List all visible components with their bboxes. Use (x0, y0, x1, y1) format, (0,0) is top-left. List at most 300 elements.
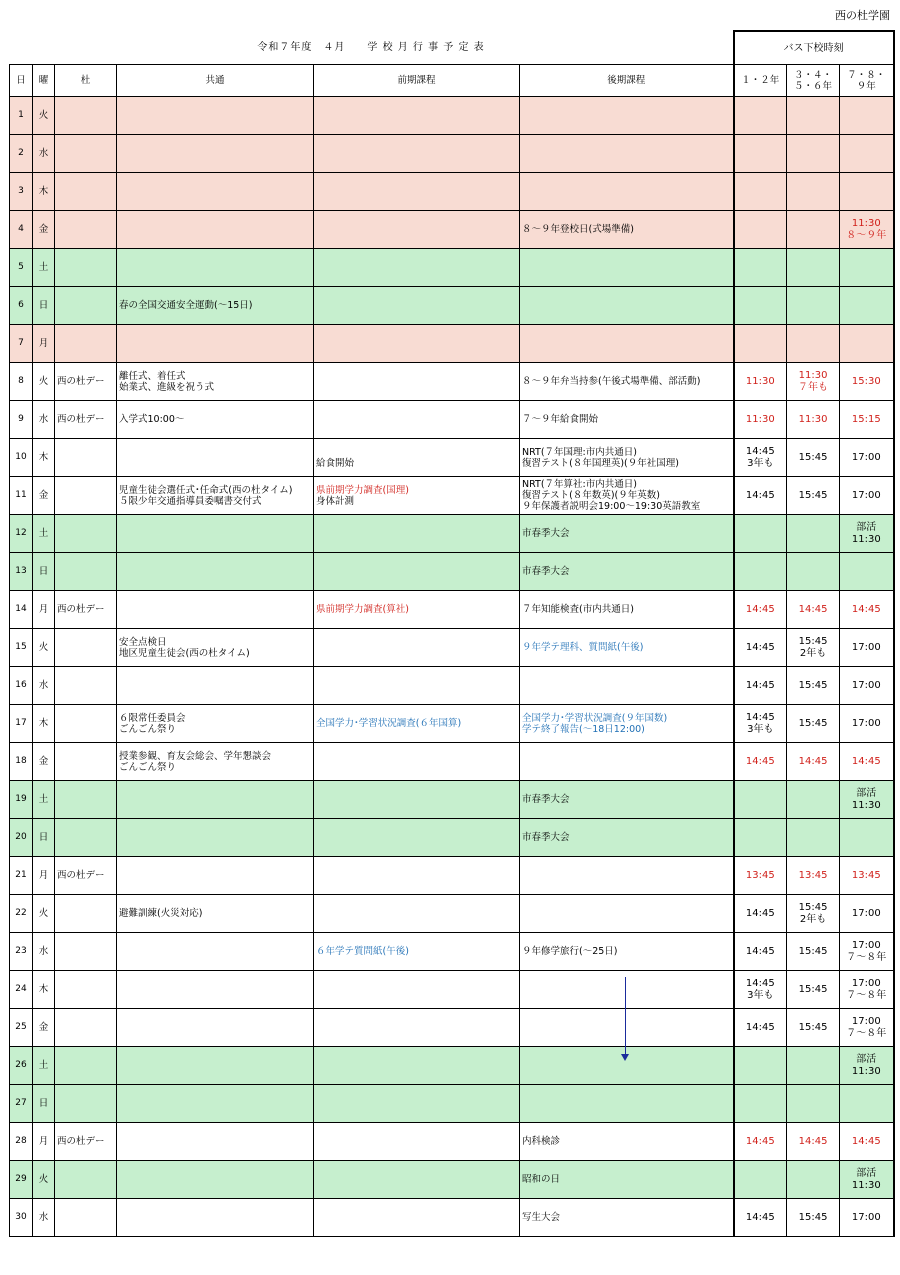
bus-time-7-9: 17:00 ７～８年 (840, 933, 894, 971)
day-cell: 28 (10, 1123, 33, 1161)
bus-time-7-9 (840, 819, 894, 857)
late-cell: ７～９年給食開始 (520, 401, 734, 439)
common-cell (117, 591, 314, 629)
day-cell: 9 (10, 401, 33, 439)
bus-time-3-6: 15:45 (787, 933, 840, 971)
bus-time-1-2 (734, 211, 787, 249)
day-cell: 7 (10, 325, 33, 363)
weekday-cell: 水 (33, 667, 55, 705)
weekday-cell: 木 (33, 705, 55, 743)
bus-time-7-9: 17:00 (840, 667, 894, 705)
weekday-cell: 火 (33, 1161, 55, 1199)
day-cell: 13 (10, 553, 33, 591)
common-cell (117, 515, 314, 553)
bus-time-3-6 (787, 211, 840, 249)
common-cell (117, 553, 314, 591)
early-cell (314, 211, 520, 249)
bus-time-7-9: 17:00 (840, 895, 894, 933)
late-cell (520, 325, 734, 363)
schedule-row (10, 97, 894, 135)
common-cell (117, 819, 314, 857)
early-cell (314, 895, 520, 933)
day-cell: 21 (10, 857, 33, 895)
weekday-cell: 土 (33, 515, 55, 553)
common-cell (117, 1047, 314, 1085)
common-cell: ６限常任委員会 ごんごん祭り (117, 705, 314, 743)
early-cell (314, 477, 520, 515)
mori-cell (55, 515, 117, 553)
early-cell (314, 325, 520, 363)
header-day: 日 (10, 65, 33, 97)
common-cell (117, 135, 314, 173)
bus-time-1-2 (734, 97, 787, 135)
schedule-row (10, 971, 894, 1009)
day-cell: 30 (10, 1199, 33, 1237)
early-cell (314, 1199, 520, 1237)
bus-time-7-9: 17:00 (840, 705, 894, 743)
weekday-cell: 火 (33, 895, 55, 933)
early-cell (314, 857, 520, 895)
bus-time-7-9: 17:00 (840, 629, 894, 667)
common-cell (117, 439, 314, 477)
day-cell: 18 (10, 743, 33, 781)
weekday-cell: 金 (33, 211, 55, 249)
title-row (10, 31, 894, 65)
mori-cell (55, 439, 117, 477)
late-cell: 内科検診 (520, 1123, 734, 1161)
late-cell (520, 743, 734, 781)
weekday-cell: 金 (33, 1009, 55, 1047)
weekday-cell: 日 (33, 287, 55, 325)
bus-time-1-2 (734, 287, 787, 325)
late-cell (520, 287, 734, 325)
bus-time-3-6 (787, 249, 840, 287)
common-cell (117, 857, 314, 895)
schedule-row (10, 363, 894, 401)
bus-time-3-6: 15:45 (787, 971, 840, 1009)
schedule-title: 令和７年度 ４月 学 校 月 行 事 予 定 表 (10, 31, 734, 65)
day-cell: 23 (10, 933, 33, 971)
schedule-row (10, 439, 894, 477)
header-late: 後期課程 (520, 65, 734, 97)
bus-time-1-2 (734, 781, 787, 819)
early-cell (314, 515, 520, 553)
common-cell (117, 1085, 314, 1123)
mori-cell (55, 667, 117, 705)
school-name: 西の杜学園 (835, 9, 890, 22)
common-cell: 授業参観、育友会総会、学年懇談会 ごんごん祭り (117, 743, 314, 781)
mori-cell: 西の杜デー (55, 1123, 117, 1161)
weekday-cell: 木 (33, 173, 55, 211)
bus-time-1-2 (734, 1085, 787, 1123)
schedule-row (10, 249, 894, 287)
schedule-row (10, 705, 894, 743)
bus-time-7-9: 15:30 (840, 363, 894, 401)
weekday-cell: 日 (33, 553, 55, 591)
mori-cell (55, 553, 117, 591)
schedule-row (10, 895, 894, 933)
weekday-cell: 火 (33, 363, 55, 401)
mori-cell (55, 1047, 117, 1085)
bus-time-7-9: 部活 11:30 (840, 515, 894, 553)
late-cell: ９年修学旅行(～25日) (520, 933, 734, 971)
mori-cell (55, 743, 117, 781)
early-cell: 給食開始 (314, 439, 520, 477)
late-cell: ８～９年登校日(式場準備) (520, 211, 734, 249)
header-common: 共通 (117, 65, 314, 97)
early-cell (314, 971, 520, 1009)
late-cell: 市春季大会 (520, 515, 734, 553)
schedule-row (10, 933, 894, 971)
day-cell: 3 (10, 173, 33, 211)
early-cell (314, 1047, 520, 1085)
weekday-cell: 土 (33, 1047, 55, 1085)
weekday-cell: 月 (33, 325, 55, 363)
bus-time-7-9 (840, 97, 894, 135)
day-cell: 25 (10, 1009, 33, 1047)
bus-time-3-6 (787, 97, 840, 135)
early-cell (314, 1161, 520, 1199)
common-cell (117, 97, 314, 135)
common-cell (117, 1199, 314, 1237)
mori-cell (55, 325, 117, 363)
mori-cell (55, 819, 117, 857)
common-cell (117, 325, 314, 363)
mori-cell (55, 97, 117, 135)
day-cell: 14 (10, 591, 33, 629)
bus-time-7-9: 17:00 (840, 1199, 894, 1237)
mori-cell (55, 705, 117, 743)
late-cell (520, 971, 734, 1009)
bus-time-3-6: 13:45 (787, 857, 840, 895)
bus-time-1-2 (734, 819, 787, 857)
early-cell: 全国学力･学習状況調査(６年国算) (314, 705, 520, 743)
bus-time-7-9: 14:45 (840, 743, 894, 781)
early-item: 県前期学力調査(国理) (316, 484, 409, 496)
late-cell (520, 667, 734, 705)
bus-time-3-6: 14:45 (787, 743, 840, 781)
common-cell (117, 211, 314, 249)
late-cell (520, 857, 734, 895)
mori-cell (55, 895, 117, 933)
late-cell: NRT(７年国理:市内共通日) 復習テスト(８年国理英)(９年社国理) (520, 439, 734, 477)
late-cell: 写生大会 (520, 1199, 734, 1237)
bus-time-1-2 (734, 1047, 787, 1085)
day-cell: 10 (10, 439, 33, 477)
schedule-row (10, 1123, 894, 1161)
weekday-cell: 水 (33, 401, 55, 439)
early-item: 身体計測 (316, 495, 355, 507)
early-cell (314, 1123, 520, 1161)
day-cell: 15 (10, 629, 33, 667)
bus-time-3-6: 15:45 (787, 1009, 840, 1047)
bus-time-1-2: 14:45 (734, 629, 787, 667)
schedule-row (10, 743, 894, 781)
schedule-row (10, 1161, 894, 1199)
bus-time-3-6: 15:45 (787, 1199, 840, 1237)
weekday-cell: 水 (33, 135, 55, 173)
late-cell: 昭和の日 (520, 1161, 734, 1199)
mori-cell (55, 135, 117, 173)
common-cell: 離任式、着任式 始業式、進級を祝う式 (117, 363, 314, 401)
bus-time-1-2: 14:45 (734, 1199, 787, 1237)
late-cell (520, 173, 734, 211)
common-cell (117, 1123, 314, 1161)
common-cell (117, 173, 314, 211)
bus-time-3-6 (787, 173, 840, 211)
header-early: 前期課程 (314, 65, 520, 97)
common-cell: 春の全国交通安全運動(～15日) (117, 287, 314, 325)
bus-time-7-9: 部活 11:30 (840, 781, 894, 819)
schedule-row (10, 819, 894, 857)
bus-time-3-6 (787, 1085, 840, 1123)
weekday-cell: 火 (33, 629, 55, 667)
day-cell: 22 (10, 895, 33, 933)
early-cell (314, 1009, 520, 1047)
bus-time-1-2: 14:45 (734, 1123, 787, 1161)
early-cell (314, 1085, 520, 1123)
bus-time-7-9 (840, 287, 894, 325)
bus-time-1-2 (734, 173, 787, 211)
bus-time-3-6: 15:45 2年も (787, 629, 840, 667)
bus-time-1-2 (734, 1161, 787, 1199)
day-cell: 12 (10, 515, 33, 553)
day-cell: 2 (10, 135, 33, 173)
mori-cell (55, 249, 117, 287)
schedule-row (10, 667, 894, 705)
early-cell (314, 249, 520, 287)
header-mori: 杜 (55, 65, 117, 97)
day-cell: 1 (10, 97, 33, 135)
late-cell: 市春季大会 (520, 553, 734, 591)
schedule-row (10, 135, 894, 173)
monthly-schedule-table (9, 30, 895, 1237)
schedule-row (10, 477, 894, 515)
header-row (10, 65, 894, 97)
mori-cell: 西の杜デー (55, 857, 117, 895)
mori-cell: 西の杜デー (55, 591, 117, 629)
header-weekday: 曜 (33, 65, 55, 97)
weekday-cell: 日 (33, 1085, 55, 1123)
common-cell: 避難訓練(火災対応) (117, 895, 314, 933)
mori-cell (55, 477, 117, 515)
bus-time-7-9: 部活 11:30 (840, 1047, 894, 1085)
bus-time-3-6: 14:45 (787, 591, 840, 629)
bus-time-7-9: 17:00 ７～８年 (840, 1009, 894, 1047)
bus-time-7-9: 17:00 ７～８年 (840, 971, 894, 1009)
mori-cell (55, 1199, 117, 1237)
day-cell: 4 (10, 211, 33, 249)
schedule-row (10, 173, 894, 211)
day-cell: 5 (10, 249, 33, 287)
bus-time-7-9 (840, 553, 894, 591)
common-cell (117, 1161, 314, 1199)
schedule-row (10, 401, 894, 439)
late-cell: ７年知能検査(市内共通日) (520, 591, 734, 629)
bus-time-1-2: 14:45 (734, 933, 787, 971)
common-cell (117, 249, 314, 287)
bus-time-3-6: 15:45 2年も (787, 895, 840, 933)
schedule-row (10, 629, 894, 667)
bus-time-1-2: 14:45 3年も (734, 439, 787, 477)
day-cell: 19 (10, 781, 33, 819)
bus-time-1-2: 14:45 (734, 743, 787, 781)
bus-time-3-6 (787, 135, 840, 173)
bus-time-3-6 (787, 819, 840, 857)
bus-time-3-6: 14:45 (787, 1123, 840, 1161)
bus-time-1-2: 14:45 (734, 477, 787, 515)
bus-time-7-9: 14:45 (840, 591, 894, 629)
common-cell (117, 933, 314, 971)
bus-time-7-9 (840, 249, 894, 287)
late-cell (520, 249, 734, 287)
bus-time-3-6 (787, 287, 840, 325)
weekday-cell: 水 (33, 933, 55, 971)
late-cell: ９年学テ理科、質問紙(午後) (520, 629, 734, 667)
common-cell (117, 667, 314, 705)
schedule-row (10, 781, 894, 819)
mori-cell (55, 1085, 117, 1123)
early-cell (314, 629, 520, 667)
bus-time-1-2 (734, 325, 787, 363)
late-cell (520, 895, 734, 933)
common-cell (117, 781, 314, 819)
schedule-row (10, 857, 894, 895)
schedule-row (10, 515, 894, 553)
mori-cell: 西の杜デー (55, 401, 117, 439)
bus-time-1-2: 11:30 (734, 363, 787, 401)
day-cell: 8 (10, 363, 33, 401)
day-cell: 17 (10, 705, 33, 743)
day-cell: 29 (10, 1161, 33, 1199)
bus-time-3-6: 15:45 (787, 705, 840, 743)
bus-time-7-9: 13:45 (840, 857, 894, 895)
common-cell: 入学式10:00～ (117, 401, 314, 439)
bus-time-header: バス下校時刻 (734, 31, 894, 65)
early-cell (314, 667, 520, 705)
day-cell: 26 (10, 1047, 33, 1085)
schedule-row (10, 287, 894, 325)
late-cell (520, 1047, 734, 1085)
mori-cell (55, 287, 117, 325)
bus-time-7-9 (840, 173, 894, 211)
weekday-cell: 水 (33, 1199, 55, 1237)
bus-time-1-2: 14:45 3年も (734, 971, 787, 1009)
late-cell: 市春季大会 (520, 781, 734, 819)
early-cell (314, 97, 520, 135)
mori-cell (55, 173, 117, 211)
trip-duration-arrowhead (621, 1054, 629, 1061)
bus-time-1-2: 14:45 (734, 895, 787, 933)
early-cell: ６年学テ質問紙(午後) (314, 933, 520, 971)
weekday-cell: 金 (33, 477, 55, 515)
late-cell: 全国学力･学習状況調査(９年国数) 学テ終了報告(～18日12:00) (520, 705, 734, 743)
mori-cell (55, 1009, 117, 1047)
schedule-row (10, 1009, 894, 1047)
bus-time-7-9: 14:45 (840, 1123, 894, 1161)
bus-time-1-2 (734, 135, 787, 173)
bus-time-7-9: 11:30 ８～９年 (840, 211, 894, 249)
day-cell: 6 (10, 287, 33, 325)
bus-time-3-6 (787, 1047, 840, 1085)
bus-time-1-2: 13:45 (734, 857, 787, 895)
mori-cell (55, 1161, 117, 1199)
header-grade-3-6: ３・４・ ５・６年 (787, 65, 840, 97)
trip-duration-arrow (625, 977, 626, 1057)
weekday-cell: 月 (33, 857, 55, 895)
schedule-row (10, 1199, 894, 1237)
late-cell (520, 97, 734, 135)
common-cell (117, 1009, 314, 1047)
early-cell (314, 781, 520, 819)
schedule-row (10, 211, 894, 249)
bus-time-7-9: 17:00 (840, 439, 894, 477)
bus-time-3-6: 15:45 (787, 439, 840, 477)
bus-time-1-2: 14:45 (734, 1009, 787, 1047)
bus-time-7-9 (840, 1085, 894, 1123)
bus-time-3-6: 11:30 ７年も (787, 363, 840, 401)
common-cell: 安全点検日 地区児童生徒会(西の杜タイム) (117, 629, 314, 667)
schedule-row (10, 1085, 894, 1123)
header-grade-1-2: １・２年 (734, 65, 787, 97)
bus-time-3-6 (787, 553, 840, 591)
mori-cell (55, 629, 117, 667)
bus-time-7-9 (840, 325, 894, 363)
late-cell: NRT(７年算社:市内共通日) 復習テスト(８年数英)(９年英数) ９年保護者説明会19:00～19:30英語教室 (520, 477, 734, 515)
mori-cell (55, 933, 117, 971)
late-cell: ８～９年弁当持参(午後式場準備、部活動) (520, 363, 734, 401)
header-grade-7-9: ７・８・ ９年 (840, 65, 894, 97)
bus-time-3-6: 15:45 (787, 667, 840, 705)
bus-time-1-2: 14:45 (734, 591, 787, 629)
bus-time-1-2 (734, 553, 787, 591)
schedule-row (10, 591, 894, 629)
weekday-cell: 月 (33, 591, 55, 629)
weekday-cell: 土 (33, 249, 55, 287)
bus-time-7-9: 17:00 (840, 477, 894, 515)
common-cell (117, 971, 314, 1009)
weekday-cell: 木 (33, 439, 55, 477)
schedule-row (10, 325, 894, 363)
early-cell (314, 173, 520, 211)
bus-time-3-6 (787, 515, 840, 553)
schedule-row (10, 553, 894, 591)
bus-time-3-6 (787, 325, 840, 363)
bus-time-1-2 (734, 249, 787, 287)
bus-time-3-6: 11:30 (787, 401, 840, 439)
bus-time-7-9: 15:15 (840, 401, 894, 439)
day-cell: 20 (10, 819, 33, 857)
early-cell (314, 553, 520, 591)
early-cell (314, 819, 520, 857)
late-cell: 市春季大会 (520, 819, 734, 857)
bus-time-3-6 (787, 1161, 840, 1199)
late-cell (520, 1009, 734, 1047)
weekday-cell: 土 (33, 781, 55, 819)
mori-cell (55, 781, 117, 819)
bus-time-1-2: 14:45 (734, 667, 787, 705)
day-cell: 27 (10, 1085, 33, 1123)
bus-time-7-9: 部活 11:30 (840, 1161, 894, 1199)
weekday-cell: 日 (33, 819, 55, 857)
bus-time-3-6 (787, 781, 840, 819)
day-cell: 11 (10, 477, 33, 515)
common-cell: 児童生徒会選任式･任命式(西の杜タイム) ５限少年交通指導員委嘱書交付式 (117, 477, 314, 515)
bus-time-3-6: 15:45 (787, 477, 840, 515)
mori-cell (55, 211, 117, 249)
weekday-cell: 金 (33, 743, 55, 781)
bus-time-1-2: 11:30 (734, 401, 787, 439)
